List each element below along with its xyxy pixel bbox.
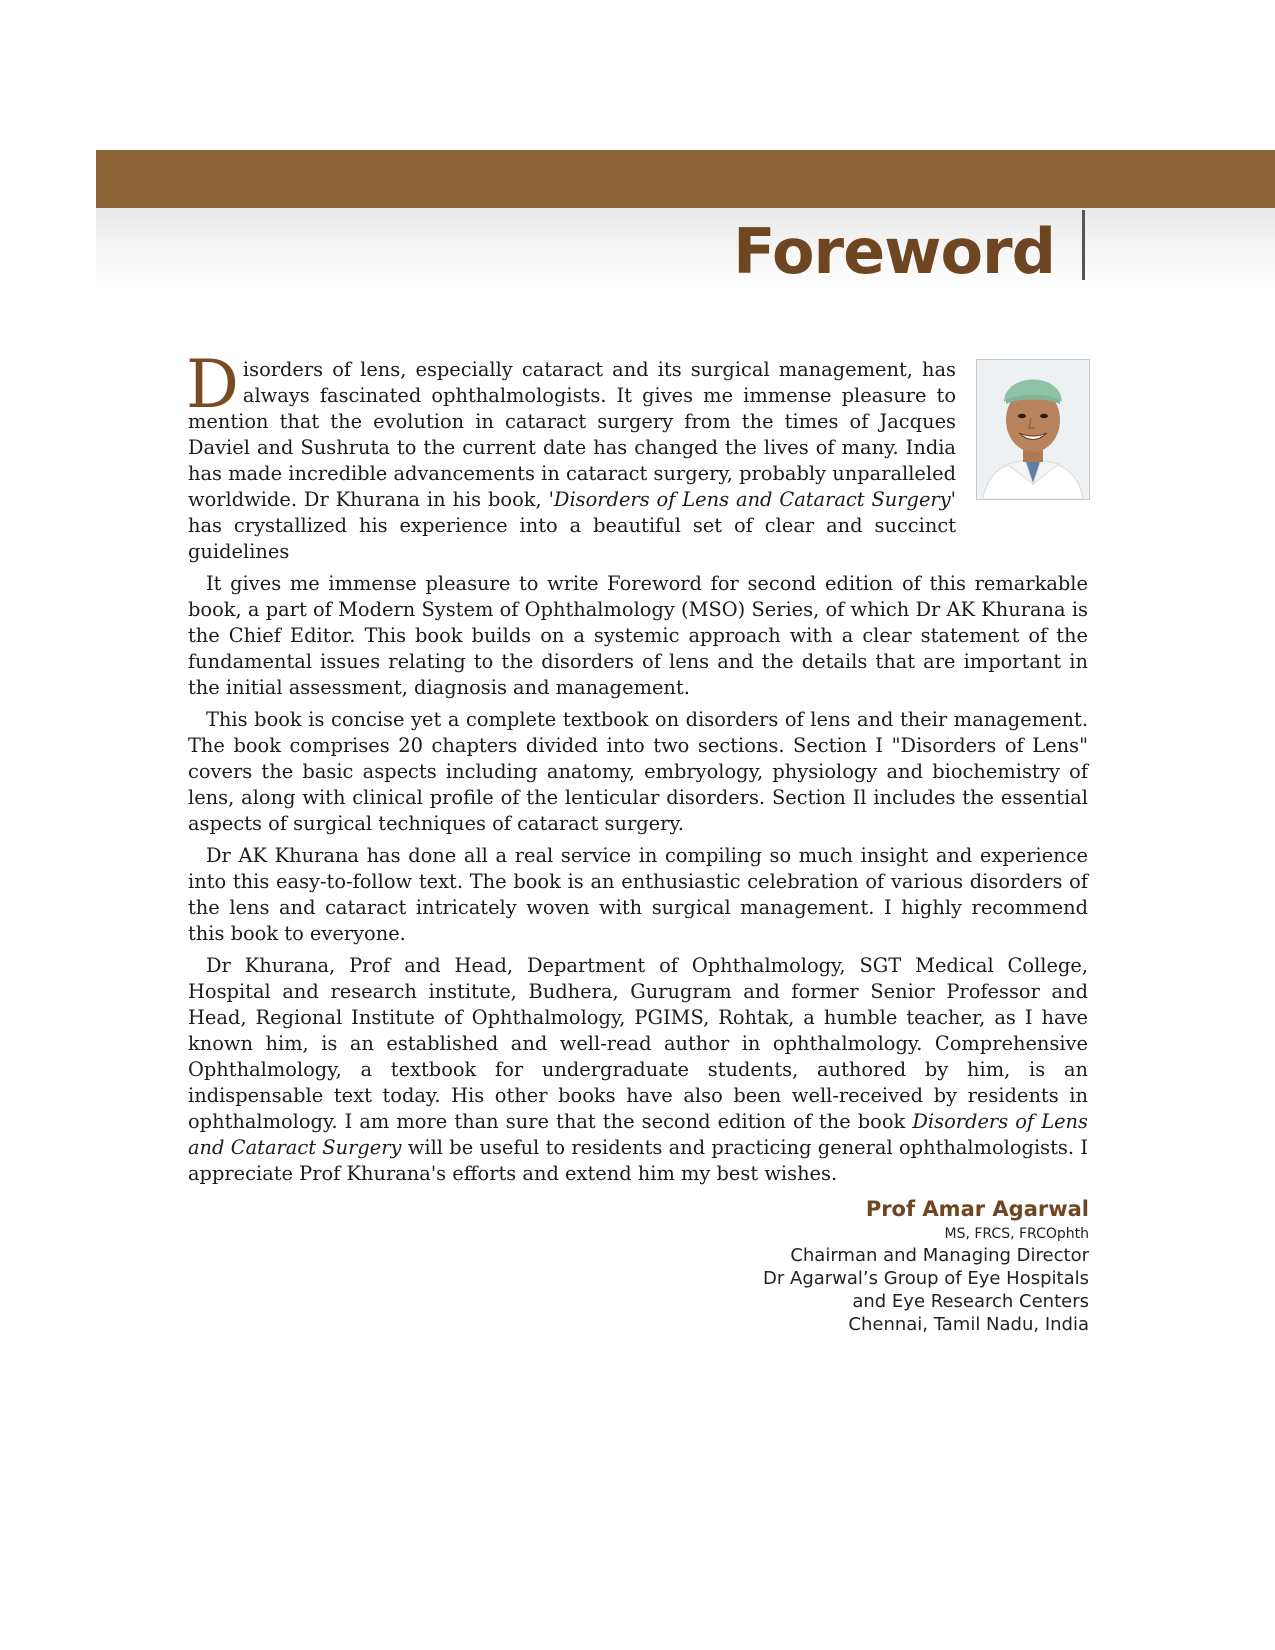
paragraph-2: It gives me immense pleasure to write Foreword for second edition of this remarkable book, a part of Modern System of Ophthalmology (MSO) Series, of which Dr AK Khurana is the Chief Editor. This book builds on a systemic approach with a clear statement of the fundamental issues relating to the disorders of lens and the details that are important in the initial assessment, diagnosis and management. (188, 572, 1088, 699)
paragraph-4: Dr AK Khurana has done all a real service in compiling so much insight and experience into this easy-to-follow text. The book is an enthusiastic celebration of various disorders of the lens and cataract intricately woven with surgical management. I highly recommend this book to everyone. (188, 844, 1088, 945)
paragraph-5-text-end: will be useful to residents and practicing general ophthalmologists. I appreciate Prof Khurana's efforts and extend him my best wishes. (188, 1136, 1088, 1185)
paragraph-1-text-end: ' has crystallized his experience into a beautiful set of clear and succinct guidelines (188, 488, 956, 563)
book-title-italic: Disorders of Lens and Cataract Surgery (188, 1110, 1088, 1159)
title-background (96, 208, 1275, 288)
paragraph-3: This book is concise yet a complete textbook on disorders of lens and their management. The book comprises 20 chapters divided into two sections. Section I "Disorders of Lens" covers the basic aspects including anatomy, embryology, physiology and biochemistry of lens, along with clinical profile of the lenticular disorders. Section Il includes the essential aspects of surgical techniques of cataract surgery. (188, 708, 1088, 835)
signatory-location: Chennai, Tamil Nadu, India (848, 1314, 1089, 1335)
signatory-title: Chairman and Managing Director (790, 1245, 1089, 1266)
header-band (96, 150, 1275, 208)
foreword-body (186, 346, 1088, 1193)
signatory-degrees: MS, FRCS, FRCOphth (944, 1226, 1089, 1242)
signature-block (763, 1194, 1089, 1336)
signatory-organization: Dr Agarwal’s Group of Eye Hospitals (763, 1268, 1089, 1289)
paragraph-5 (188, 953, 1088, 1187)
title-divider (1082, 210, 1085, 280)
paragraph-1 (186, 346, 956, 565)
signatory-name: Prof Amar Agarwal (865, 1197, 1089, 1221)
signatory-organization-cont: and Eye Research Centers (852, 1291, 1089, 1312)
paragraph-1-text: isorders of lens, especially cataract and its surgical management, has always fascinated ophthalmologists. It gives me immense pleasure to mention that the evolution in cataract surgery from the times of Jacques Daviel and Sushruta to the current date has changed the lives of many. India has made incredible advancements in cataract surgery, probably unparalleled worldwide. Dr Khurana in his book, ' (188, 358, 956, 511)
page-title: Foreword (733, 215, 1055, 288)
paragraph-5-text: Dr Khurana, Prof and Head, Department of Ophthalmology, SGT Medical College, Hospital and research institute, Budhera, Gurugram and former Senior Professor and Head, Regional Institute of Ophthalmology, PGIMS, Rohtak, a humble teacher, as I have known him, is an established and well-read author in ophthalmology. Comprehensive Ophthalmology, a textbook for undergraduate students, authored by him, is an indispensable text today. His other books have also been well-received by residents in ophthalmology. I am more than sure that the second edition of the book (188, 954, 1088, 1133)
book-title-italic: Disorders of Lens and Cataract Surgery (553, 488, 951, 511)
drop-cap: D (186, 346, 239, 423)
